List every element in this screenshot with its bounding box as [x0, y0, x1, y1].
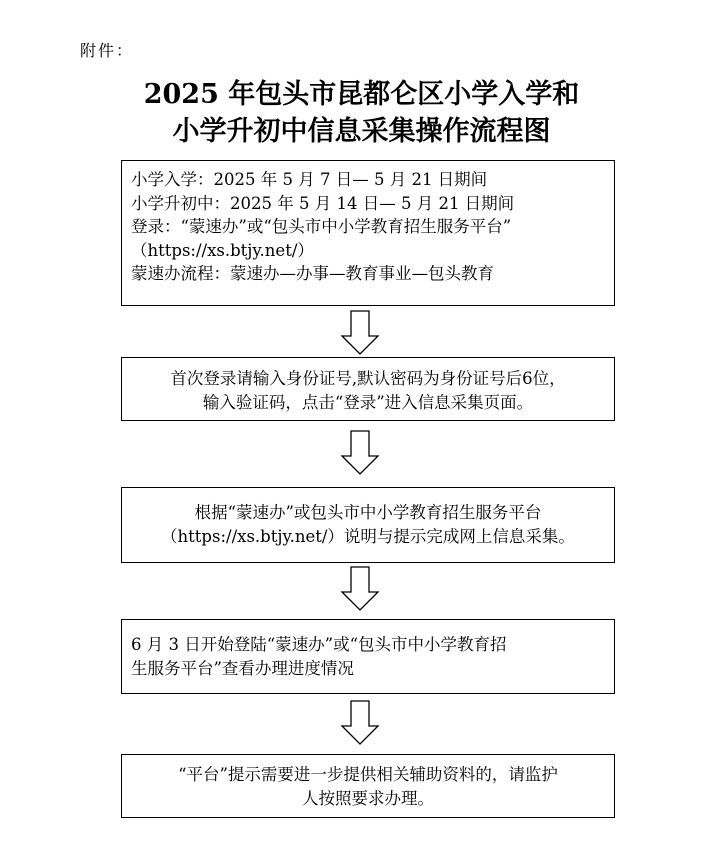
step-4-line-2: 生服务平台”查看办理进度情况	[131, 658, 354, 678]
step-1-line-3: 登录：“蒙速办”或“包头市中小学教育招生服务平台”	[131, 217, 512, 236]
title-line-1: 2025 年包头市昆都仑区小学入学和	[143, 79, 580, 110]
step-3-line-2: （https://xs.btjy.net/）说明与提示完成网上信息采集。	[161, 526, 575, 546]
step-1-line-1: 小学入学：2025 年 5 月 7 日— 5 月 21 日期间	[131, 170, 488, 189]
step-5-line-2: 人按照要求办理。	[302, 788, 434, 808]
step-1-line-5: 蒙速办流程：蒙速办—办事—教育事业—包头教育	[131, 264, 494, 283]
step-2-line-1: 首次登录请输入身份证号,默认密码为身份证号后6位，	[170, 369, 566, 388]
step-5-line-1: “平台”提示需要进一步提供相关辅助资料的，请监护	[178, 765, 558, 784]
step-box-1	[121, 160, 615, 306]
title-line-2: 小学升初中信息采集操作流程图	[172, 116, 551, 147]
step-box-4	[121, 619, 615, 694]
down-arrow-icon	[340, 566, 380, 612]
step-1-line-2: 小学升初中：2025 年 5 月 14 日— 5 月 21 日期间	[131, 193, 515, 213]
step-box-5	[121, 754, 615, 818]
step-4-line-1: 6 月 3 日开始登陆“蒙速办”或“包头市中小学教育招	[131, 635, 507, 654]
step-2-line-2: 输入验证码，点击“登录”进入信息采集页面。	[202, 392, 534, 412]
step-box-3	[121, 487, 615, 563]
down-arrow-icon	[340, 430, 380, 476]
annex-label: 附件：	[80, 41, 135, 60]
down-arrow-icon	[340, 700, 380, 746]
down-arrow-icon	[340, 310, 380, 356]
step-box-2	[121, 357, 615, 421]
step-1-line-4: （https://xs.btjy.net/）	[131, 240, 314, 260]
step-3-line-1: 根据“蒙速办”或包头市中小学教育招生服务平台	[194, 503, 542, 522]
